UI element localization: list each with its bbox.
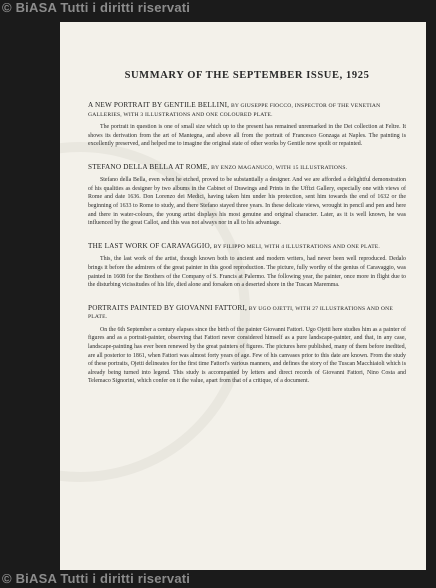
watermark-bottom-text: © BiASA Tutti i diritti riservati: [2, 571, 191, 586]
article-title: PORTRAITS PAINTED BY GIOVANNI FATTORI,: [88, 303, 247, 312]
article-body: Stefano della Bella, even when he etched, proved to be substantially a designer. And we are afforded a delightful demonstration of his qualities as designer by two albums in the Cabinet of Drawings and Prints in the Uffizi Gallery, especially one with views of Rome and date 1636. Don Lorenzo dei Medici, having taken him under his protection, sent him towards the end of 1632 or the beginning of 1633 to Rome to study, and there Stefano stayed three years. In these delicate views, wrought in pencil and pen and here and there in water-colours, the young artist displays his most genuine and original character. Later, as it is well known, he was influenced by the great Callot, and this was not always nor in all to his advantage.: [88, 177, 406, 227]
article-body: The portrait in question is one of small size which up to the present has remained unremarked in the Dei collection at Feltre. It shows its derivation from the art of Mantegna, and above all from the portrait of Francesco Gonzaga at Naples. The painting is excellently preserved, and helped me to imagine the original state of other works by Gentile now spoilt or repainted.: [88, 124, 406, 148]
article-bellini: [88, 101, 406, 149]
article-heading: [88, 163, 406, 173]
watermark-bottom: [0, 571, 436, 586]
page-content: [88, 70, 406, 400]
page-title: SUMMARY OF THE SEPTEMBER ISSUE, 1925: [124, 70, 370, 81]
article-della-bella: [88, 163, 406, 228]
article-body: This, the last work of the artist, though known both to ancient and modern writers, had never been well reproduced. Dedalo brings it before the admirers of the great painter in this good reproduction. The picture, fully worthy of the genius of Caravaggio, was painted in 1608 for the Brothers of the Company of S. Francis at Palermo. The following year, the painter, once more in flight due to the disturbing vicissitudes of his life, died alone and forsaken on a deserted shore in the Tuscan Maremma.: [88, 256, 406, 289]
article-heading: [88, 242, 406, 252]
article-heading: [88, 101, 406, 119]
article-title: A NEW PORTRAIT BY GENTILE BELLINI,: [88, 101, 230, 109]
article-byline: BY GIUSEPPE FIOCCO, INSPECTOR OF THE VENETIAN GALLERIES, WITH 3 ILLUSTRATIONS AND ONE COLOURED PLATE.: [88, 103, 381, 118]
article-title: STEFANO DELLA BELLA AT ROME,: [88, 162, 210, 171]
article-byline: BY UGO OJETTI, WITH 27 ILLUSTRATIONS AND ONE PLATE.: [88, 305, 394, 321]
article-heading: [88, 304, 406, 322]
watermark-top-text: © BiASA Tutti i diritti riservati: [2, 0, 191, 15]
article-byline: BY FILIPPO MELI, WITH 4 ILLUSTRATIONS AND ONE PLATE.: [213, 243, 381, 250]
article-title: THE LAST WORK OF CARAVAGGIO,: [88, 241, 212, 250]
document-page: [60, 22, 426, 570]
article-fattori: [88, 304, 406, 386]
watermark-top: [0, 0, 436, 15]
article-byline: BY ENZO MAGANUCO, WITH 15 ILLUSTRATIONS.: [211, 164, 348, 171]
article-caravaggio: [88, 242, 406, 290]
article-body: On the 6th September a century elapses since the birth of the painter Giovanni Fattori. Ugo Ojetti here studies him as a painter of figures and as a portrait-painter, observing that Fattori never considered himself as a pure landscape-painter, and that, in any case, landscape-painting has ever been renewed by the great painters of figures. The pictures here published, many of them before inedited, are all posterior to 1861, when Fattori was almost forty years of age. Few of his canvases prior to this date are known. From the study of these portraits, Ojetti delineates for the first time Fattori's various manners, and defines the story of the Tuscan Macchiaioli which is already being turned into legend. This study is accompanied by letters and direct records of Giovanni Fattori, Nino Costa and Telemaco Signorini, which confer on it the value, apart from that of a critique, of a document.: [88, 326, 406, 385]
